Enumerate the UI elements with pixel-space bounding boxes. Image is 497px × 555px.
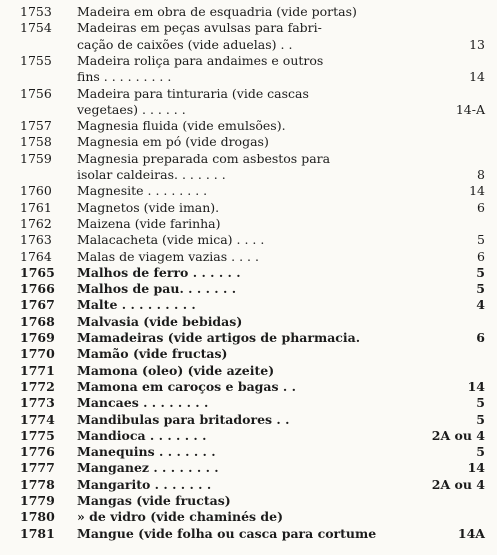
entry-class: 8: [477, 167, 485, 182]
entry-class: 5: [476, 411, 485, 427]
entry-class: 14: [469, 183, 485, 199]
entry-class: 6: [477, 248, 485, 264]
entry-text: Manganez . . . . . . . .: [77, 460, 219, 476]
entry-text: Malacacheta (vide mica) . . . .: [77, 232, 265, 248]
entry-number: 1753: [20, 4, 52, 19]
entry-number: 1773: [20, 395, 55, 411]
entry-class: 14: [469, 69, 485, 85]
entry-number: 1767: [20, 297, 55, 313]
entry-class: 14-A: [455, 101, 485, 117]
entry-text: vegetaes) . . . . . .: [77, 101, 186, 117]
entry-class: 14: [467, 460, 485, 476]
entry-text: Mandioca . . . . . . .: [77, 427, 207, 443]
entry-text: Magnesia preparada com asbestos para: [77, 150, 331, 166]
entry-number: 1780: [20, 509, 55, 525]
entry-text: fins . . . . . . . . .: [77, 69, 172, 85]
entry-class: 4: [476, 297, 485, 313]
entry-text: Mandibulas para britadores . .: [77, 411, 290, 427]
entry-class: 5: [476, 395, 485, 411]
entry-text: Mangas (vide fructas): [77, 493, 231, 508]
entry-number: 1771: [20, 362, 55, 378]
entry-class: 2A ou 4: [431, 427, 485, 443]
entry-text: isolar caldeiras. . . . . . .: [77, 167, 226, 182]
entry-text: Madeiras em peças avulsas para fabri-: [77, 20, 322, 36]
entry-number: 1775: [20, 427, 55, 443]
entry-text: Manequins . . . . . . .: [77, 444, 216, 460]
entry-number: 1758: [20, 134, 52, 150]
entry-text: Magnesia fluida (vide emulsões).: [77, 118, 286, 134]
entry-text: Madeira para tinturaria (vide cascas: [77, 85, 309, 101]
entry-text: Mancaes . . . . . . . .: [77, 395, 209, 411]
entry-text: Mangarito . . . . . . .: [77, 476, 212, 492]
entry-text: Malhos de pau. . . . . . .: [77, 281, 237, 297]
entry-class: 5: [476, 264, 485, 280]
entry-number: 1762: [20, 215, 52, 231]
entry-class: 14: [467, 378, 485, 394]
entry-number: 1779: [20, 493, 55, 508]
entry-text: Mamona (oleo) (vide azeite): [77, 362, 275, 378]
entry-text: » de vidro (vide chaminés de): [77, 509, 284, 525]
entry-text: Malte . . . . . . . . .: [77, 297, 196, 313]
entry-number: 1760: [20, 183, 52, 199]
entry-text: Madeira em obra de esquadria (vide portas): [77, 4, 357, 19]
entry-number: 1764: [20, 248, 52, 264]
entry-number: 1754: [20, 20, 52, 36]
entry-number: 1756: [20, 85, 52, 101]
entry-number: 1769: [20, 330, 55, 345]
entry-text: Mamona em caroços e bagas . .: [77, 378, 296, 394]
entry-class: 5: [477, 232, 485, 248]
entry-number: 1755: [20, 52, 52, 68]
entry-number: 1759: [20, 150, 52, 166]
entry-class: 13: [469, 36, 485, 52]
entry-text: Magnesite . . . . . . . .: [77, 183, 208, 199]
entry-class: 14A: [457, 525, 485, 541]
entry-text: Magnetos (vide iman).: [77, 199, 220, 215]
entry-number: 1770: [20, 346, 55, 362]
entry-class: 5: [476, 444, 485, 460]
entry-number: 1763: [20, 232, 52, 248]
entry-text: Magnesia em pó (vide drogas): [77, 134, 269, 150]
entry-number: 1757: [20, 118, 52, 134]
entry-number: 1772: [20, 378, 55, 394]
entry-text: Mamão (vide fructas): [77, 346, 228, 362]
entry-text: Madeira roliça para andaimes e outros: [77, 52, 324, 68]
entry-number: 1774: [20, 411, 55, 427]
entry-text: cação de caixões (vide aduelas) . .: [77, 36, 293, 52]
entry-text: Malas de viagem vazias . . . .: [77, 248, 259, 264]
entry-number: 1766: [20, 281, 55, 297]
entry-class: 6: [476, 330, 485, 345]
entry-text: Malvasia (vide bebidas): [77, 313, 243, 329]
entry-class: 5: [476, 281, 485, 297]
entry-text: Maizena (vide farinha): [77, 215, 221, 231]
entry-number: 1776: [20, 444, 55, 460]
entry-class: 2A ou 4: [431, 476, 485, 492]
entry-text: Mamadeiras (vide artigos de pharmacia.: [77, 330, 361, 345]
entry-class: 6: [477, 199, 485, 215]
entry-number: 1777: [20, 460, 55, 476]
entry-text: Mangue (vide folha ou casca para cortume: [77, 525, 377, 541]
entry-number: 1781: [20, 525, 55, 541]
entry-number: 1778: [20, 476, 55, 492]
entry-number: 1761: [20, 199, 52, 215]
entry-text: Malhos de ferro . . . . . .: [77, 264, 241, 280]
entry-number: 1768: [20, 313, 55, 329]
entry-number: 1765: [20, 264, 55, 280]
